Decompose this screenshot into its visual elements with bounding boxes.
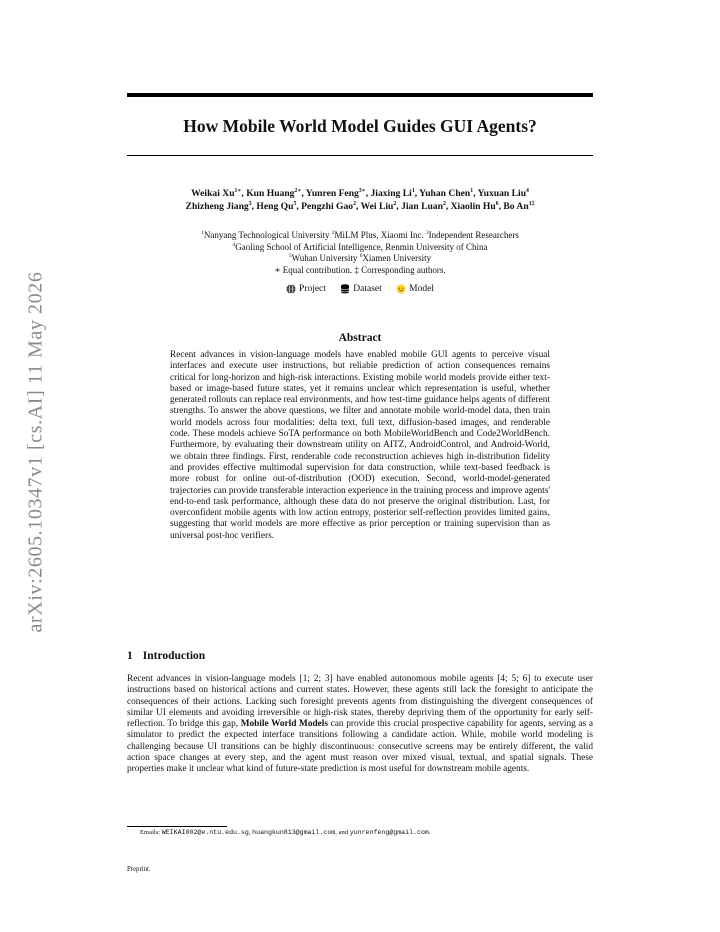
project-link[interactable] (286, 284, 326, 294)
affiliation-name: Wuhan University (291, 253, 360, 263)
affiliation-name: Nanyang Technological University (203, 230, 332, 240)
affiliation-name: MiLM Plus, Xiaomi Inc. (334, 230, 426, 240)
affiliation-marker: 2 (331, 230, 335, 236)
footnote-end: . (428, 829, 431, 836)
intro-text-part-1: Recent advances in vision-language models [1; 2; 3] have enabled autonomous mobile agents [4; 5; 6] to execute user instructions based on historical actions and current states. However, these agents still lack the foresight to anticipate the consequences of their actions. Lacking such foresight prevents agents from distinguishing the divergent consequences of similar UI elements and avoiding irreversible or high-risk states, thereby depriving them of the opportunity for early self-reflection. To bridge this gap, (127, 674, 593, 730)
author-name: Zhizheng Jiang (185, 201, 249, 212)
author-name: Bo An (503, 201, 529, 212)
paper-title: How Mobile World Model Guides GUI Agents? (183, 116, 537, 136)
email-3[interactable]: yunrenfeng@gmail.com (349, 829, 429, 836)
project-link-label: Project (299, 284, 326, 294)
title-bottom-rule (127, 155, 593, 156)
abstract-text: Recent advances in vision-language models have enabled mobile GUI agents to perceive visual interfaces and execute user instructions, but reliable prediction of action consequences remains critical for long-horizon and high-risk interactions. Existing mobile world models provide either text-based or image-based future states, yet it remains unclear which representation is useful, whether generated rollouts can replace real environments, and how test-time guidance helps agents of different strengths. To answer the above questions, we filter and annotate mobile world-model data, then train world models across four modalities: delta text, full text, diffusion-based images, and renderable code. These models achieve SoTA performance on both MobileWorldBench and Code2WorldBench. Furthermore, by evaluating their downstream utility on AITZ, AndroidControl, and Android-World, we obtain three findings. First, renderable code reconstruction achieves high in-distribution fidelity and provides effective multimodal supervision for data construction, while text-based feedback is more robust for online out-of-distribution (OOD) execution. Second, world-model-generated trajectories can provide transferable interaction experience in the training process and improve agents' end-to-end task performance, although these data do not preserve the original distribution. Last, for overconfident mobile agents with low action entropy, posterior self-reflection provides limited gains, suggesting that world models are more effective as prior perception or training supervision than as universal post-hoc verifiers. (170, 350, 550, 541)
affiliation-line-2 (127, 242, 593, 254)
affiliation-marker: 4 (232, 241, 236, 248)
preprint-label: Preprint. (127, 866, 151, 873)
author-separator: , (445, 201, 451, 212)
author-line-2 (127, 200, 593, 213)
footnote-prefix: Emails: (140, 829, 162, 836)
affiliation-name: Independent Researchers (428, 230, 519, 240)
author-name: Xiaolin Hu (450, 201, 496, 212)
section-heading (127, 650, 215, 662)
model-link-label: Model (409, 284, 434, 294)
author-line-1 (127, 187, 593, 200)
author-name: Jiaxing Li (370, 188, 412, 199)
author-affiliation-marker: 1 (470, 187, 474, 194)
affiliation-marker: 1 (201, 230, 204, 236)
author-separator: , (355, 201, 361, 212)
globe-icon (286, 284, 296, 294)
dataset-link[interactable] (340, 284, 382, 294)
author-affiliation-marker: 3 (248, 200, 252, 207)
author-separator: , (414, 188, 420, 199)
author-name: Wei Liu (360, 201, 394, 212)
author-affiliation-marker: 1 (411, 187, 415, 194)
database-icon (340, 284, 350, 294)
author-separator: , (251, 201, 257, 212)
email-1[interactable]: WEIKAI002@e.ntu.edu.sg (161, 829, 249, 836)
email-footnote (140, 829, 431, 836)
author-separator: , (296, 201, 302, 212)
affiliations (127, 230, 593, 276)
author-affiliation-marker: 4 (526, 187, 529, 194)
affiliation-name: Gaoling School of Artificial Intelligence, Renmin University of China (235, 241, 488, 252)
author-separator: , (498, 201, 504, 212)
author-name: Yuxuan Liu (477, 188, 527, 199)
author-separator: , (301, 188, 306, 199)
resource-links (127, 284, 593, 297)
author-separator: , (473, 188, 478, 199)
title-top-rule (127, 93, 593, 97)
author-separator: , (241, 188, 247, 199)
footnote-sep-1: , (248, 829, 253, 836)
author-name: Yuhan Chen (419, 188, 471, 199)
section-title: Introduction (142, 650, 206, 662)
author-affiliation-marker: 2∗ (294, 187, 302, 194)
author-separator: , (396, 201, 402, 212)
affiliation-marker: 6 (359, 253, 363, 259)
dataset-link-label: Dataset (353, 284, 382, 294)
affiliation-marker: 3 (425, 230, 429, 236)
affiliation-marker: 5 (288, 253, 292, 259)
author-list (127, 187, 593, 213)
author-affiliation-marker: 1‡ (528, 200, 535, 207)
hugging-face-icon (396, 284, 406, 294)
arxiv-identifier: arXiv:2605.10347v1 [cs.AI] 11 May 2026 (24, 271, 47, 633)
email-2[interactable]: huangkun813@gmail.com (252, 829, 336, 836)
author-name: Jian Luan (401, 201, 443, 212)
abstract-heading: Abstract (338, 332, 382, 344)
introduction-paragraph (127, 674, 593, 776)
intro-text-part-2: can provide this crucial prospective capability for agents, serving as a simulator to predict the expected interface transitions following a candidate action. While, mobile world modeling is challenging because UI transitions can be highly discontinuous: consecutive screens may be entirely different, the valid action space changes at every step, and the agent must reason over mixed visual, textual, and spatial signals. These properties make it unclear what kind of future-state prediction is most useful for downstream mobile agents. (127, 719, 593, 775)
contribution-notes: ∗ Equal contribution. ‡ Corresponding authors. (274, 264, 446, 275)
author-affiliation-marker: 2 (442, 200, 446, 207)
author-affiliation-marker: 2 (353, 200, 356, 207)
author-name: Pengzhi Gao (301, 201, 354, 212)
intro-bold-term: Mobile World Models (240, 719, 328, 730)
model-link[interactable] (396, 284, 434, 294)
author-name: Kun Huang (246, 188, 295, 199)
author-separator: , (365, 188, 371, 199)
affiliation-line-3 (127, 253, 593, 265)
author-affiliation-marker: 1∗ (234, 187, 242, 194)
author-affiliation-marker: 6 (495, 200, 499, 207)
affiliation-name: Xiamen University (362, 253, 432, 263)
author-name: Heng Qu (256, 201, 294, 212)
section-number: 1 (127, 650, 133, 662)
footnote-sep-2: , and (335, 829, 350, 836)
author-affiliation-marker: 3∗ (358, 187, 366, 194)
author-affiliation-marker: 5 (293, 200, 297, 207)
author-affiliation-marker: 2 (393, 200, 397, 207)
author-name: Yunren Feng (305, 188, 359, 199)
affiliation-line-1 (127, 230, 593, 242)
author-name: Weikai Xu (191, 188, 235, 199)
footnote-rule (127, 826, 227, 827)
arxiv-sidebar (22, 262, 50, 642)
